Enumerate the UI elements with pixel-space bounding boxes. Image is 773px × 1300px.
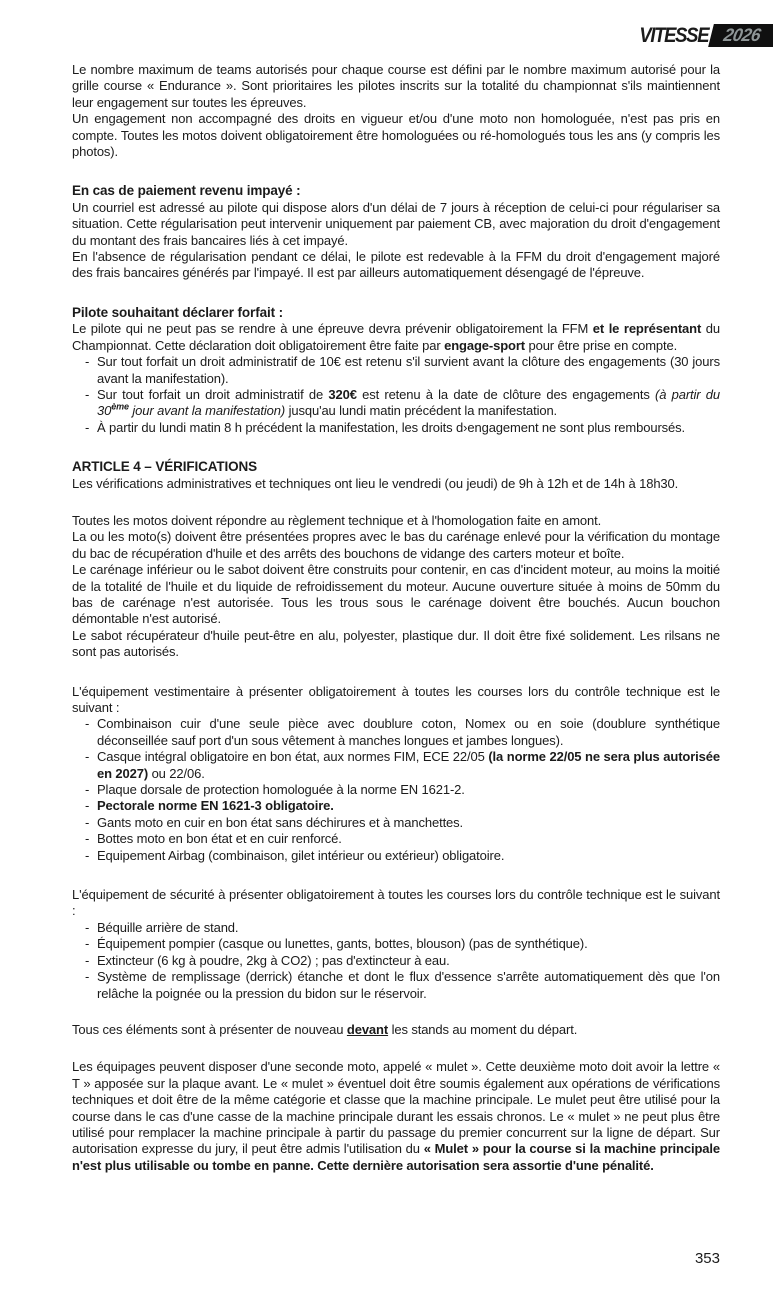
spacer <box>72 160 720 183</box>
text-run: Équipement pompier (casque ou lunettes, gants, bottes, blouson) (pas de synthétique). <box>97 936 588 952</box>
spacer <box>72 1038 720 1059</box>
paragraph <box>72 200 720 249</box>
paragraph <box>72 111 720 160</box>
text-run: Un courriel est adressé au pilote qui dispose alors d'un délai de 7 jours à réception de celui-ci pour régulariser sa situation. Cette régularisation peut intervenir uniquement par paiement CB, avec majoration du droit d'engagement du montant des frais bancaires liés à cet impayé. <box>72 199 720 248</box>
paragraph <box>72 684 720 717</box>
text-run: Pectorale norme EN 1621-3 obligatoire. <box>97 798 334 814</box>
text-run: : <box>274 304 283 320</box>
text-run: ARTICLE 4 – VÉRIFICATIONS <box>72 459 258 475</box>
paragraph <box>72 62 720 111</box>
text-run: Le sabot récupérateur d'huile peut-être en alu, polyester, plastique dur. Il doit être fixé solidement. Les rilsans ne sont pas autorisés. <box>72 627 720 660</box>
text-run: et le représentant <box>592 321 702 337</box>
text-run: Système de remplissage (derrick) étanche et dont le flux d'essence s'arrête automatiquement dès que l'on relâche la poignée ou la pression du bidon sur le réservoir. <box>97 969 720 1001</box>
text-run: À partir du lundi matin 8 h précédent la manifestation, les droits d›engagement ne sont plus remboursés. <box>97 419 686 435</box>
spacer <box>72 282 720 305</box>
text-run: L'équipement vestimentaire à présenter obligatoirement à toutes les courses lors du contrôle technique est le suivant : <box>72 683 720 715</box>
list-marker: - <box>85 782 90 798</box>
list-item <box>72 782 720 798</box>
text-run: du Championnat. Cette déclaration doit obligatoirement être faite par <box>72 321 720 353</box>
section-heading <box>72 459 720 475</box>
list-marker: - <box>85 952 90 968</box>
text-run: L'équipement de sécurité à présenter obligatoirement à toutes les courses lors du contrôle technique est le suivant : <box>72 887 720 919</box>
paragraph <box>72 562 720 628</box>
text-run: Bottes moto en bon état et en cuir renforcé. <box>97 831 342 847</box>
paragraph <box>72 887 720 920</box>
text-run: Combinaison cuir d'une seule pièce avec doublure coton, Nomex ou en soie (doublure synthétique déconseillée sauf port d'un sous vêtement à manches longues et jambes longues). <box>97 716 720 748</box>
brand-logo <box>630 24 773 47</box>
document-body <box>72 62 720 1174</box>
list-item <box>72 420 720 436</box>
list-marker: - <box>85 386 90 402</box>
spacer <box>72 864 720 887</box>
list-marker: - <box>85 749 90 765</box>
text-run: Les vérifications administratives et techniques ont lieu le vendredi (ou jeudi) de 9h à 12h et de 14h à 18h30. <box>72 475 679 491</box>
text-run: les stands au moment du départ. <box>388 1021 578 1037</box>
text-run: (la norme 22/05 ne sera plus autorisée en 2027) <box>97 749 720 781</box>
list-item <box>72 953 720 969</box>
text-run: est retenu à la date de clôture des engagements <box>356 386 656 402</box>
list-item <box>72 387 720 420</box>
text-run: ou 22/06. <box>148 765 205 781</box>
list-marker: - <box>85 798 90 814</box>
brand-vitesse-wordmark: VITESSE <box>639 23 708 47</box>
list-marker: - <box>85 831 90 847</box>
list-marker: - <box>85 354 90 370</box>
paragraph <box>72 529 720 562</box>
list-item <box>72 936 720 952</box>
spacer <box>72 1002 720 1022</box>
list-item <box>72 354 720 387</box>
spacer <box>72 492 720 513</box>
bullet-list <box>72 920 720 1002</box>
text-run: Gants moto en cuir en bon état sans déchirures et à manchettes. <box>97 814 464 830</box>
text-run: : <box>292 183 301 199</box>
paragraph <box>72 476 720 492</box>
text-run: 320€ <box>328 386 357 402</box>
paragraph <box>72 321 720 354</box>
text-run: Les équipages peuvent disposer d'une seconde moto, appelé « mulet ». Cette deuxième moto doit avoir la lettre « T » apposée sur la plaque avant. Le « mulet » éventuel doit être soumis également aux opérations de vérifications techniques et doit être de la même catégorie et classe que la machine principale. Le mulet peut être utilisé pour la course dans le cas d'une casse de la machine principale durant les essais chronos. Le « mulet » ne peut plus être utilisé pour remplacer la machine principale à partir du passage du premier concurrent sur la ligne de départ. Sur autorisation expresse du jury, il peut être admis l'utilisation du <box>72 1059 720 1157</box>
text-run: Pilote souhaitant déclarer forfait <box>72 304 275 320</box>
list-item <box>72 798 720 814</box>
paragraph <box>72 513 720 529</box>
text-run: Un engagement non accompagné des droits en vigueur et/ou d'une moto non homologuée, n'est pas pris en compte. Toutes les motos doivent obligatoirement être homologuées ou ré-homologués tous les ans (y compris les photos). <box>72 111 720 160</box>
bullet-list <box>72 354 720 436</box>
list-item <box>72 831 720 847</box>
text-run: En cas de paiement revenu impayé <box>72 183 293 199</box>
list-item <box>72 815 720 831</box>
paragraph <box>72 1022 720 1038</box>
text-run: Le pilote qui ne peut pas se rendre à une épreuve devra prévenir obligatoirement la FFM <box>72 321 593 337</box>
text-run: engage-sport <box>444 337 525 353</box>
list-marker: - <box>85 814 90 830</box>
text-run: En l'absence de régularisation pendant ce délai, le pilote est redevable à la FFM du droit d'engagement majoré des frais bancaires générés par l'impayé. Il est par ailleurs automatiquement désengagé de l'épreuve. <box>72 249 720 281</box>
list-marker: - <box>85 716 90 732</box>
text-run: Extincteur (6 kg à poudre, 2kg à CO2) ; pas d'extincteur à eau. <box>97 952 450 968</box>
text-run: Le nombre maximum de teams autorisés pour chaque course est défini par le nombre maximum autorisé pour la grille course « Endurance ». Sont prioritaires les pilotes inscrits sur la totalité du championnat s'ils maintiennent leur engagement sur toutes les épreuves. <box>72 62 720 110</box>
list-marker: - <box>85 847 90 863</box>
brand-year: 2026 <box>722 25 763 45</box>
paragraph <box>72 628 720 661</box>
text-run: Casque intégral obligatoire en bon état, aux normes FIM, ECE 22/05 <box>97 749 489 765</box>
section-heading <box>72 183 720 199</box>
text-run: « Mulet » pour la course si la machine principale n'est plus utilisable ou tombe en panne. Cette dernière autorisation sera assortie d'une pénalité. <box>72 1141 720 1173</box>
list-marker: - <box>85 919 90 935</box>
text-run: Equipement Airbag (combinaison, gilet intérieur ou extérieur) obligatoire. <box>97 847 505 863</box>
section-heading <box>72 305 720 321</box>
text-run: Sur tout forfait un droit administratif de <box>97 386 329 402</box>
text-run: Plaque dorsale de protection homologuée à la norme EN 1621-2. <box>97 782 465 798</box>
text-run: pour être prise en compte. <box>524 337 678 353</box>
spacer <box>72 661 720 684</box>
text-run: jour avant la manifestation) <box>128 403 286 419</box>
bullet-list <box>72 716 720 864</box>
list-item <box>72 716 720 749</box>
text-run: (à partir du 30 <box>97 386 721 419</box>
text-run: Sur tout forfait un droit administratif de 10€ est retenu s'il survient avant la clôture des engagements (30 jours avant la manifestation). <box>97 354 720 386</box>
list-marker: - <box>85 936 90 952</box>
text-run: La ou les moto(s) doivent être présentées propres avec le bas du carénage enlevé pour la vérification du montage du bac de récupération d'huile et des arrêts des bouchons de vidange des carters moteur et boîte. <box>72 529 720 561</box>
spacer <box>72 436 720 459</box>
paragraph <box>72 1059 720 1174</box>
list-item <box>72 969 720 1002</box>
paragraph <box>72 249 720 282</box>
text-run: devant <box>346 1021 389 1037</box>
list-item <box>72 749 720 782</box>
list-item <box>72 848 720 864</box>
list-item <box>72 920 720 936</box>
text-run: Tous ces éléments sont à présenter de nouveau <box>72 1021 347 1037</box>
text-run: ème <box>111 401 129 412</box>
text-run: jusqu'au lundi matin précédent la manifestation. <box>285 403 558 419</box>
list-marker: - <box>85 969 90 985</box>
page-number: 353 <box>694 1250 720 1267</box>
list-marker: - <box>85 419 90 435</box>
text-run: Le carénage inférieur ou le sabot doivent être construits pour contenir, en cas d'incident moteur, au moins la moitié de la totalité de l'huile et du liquide de refroidissement du moteur. Aucune ouverture située à moins de 50mm du bas de carénage n'est autorisée. Tous les trous sous le carénage doivent être bouchés. Aucun bouchon démontable n'est autorisé. <box>72 562 720 627</box>
text-run: Béquille arrière de stand. <box>97 919 239 935</box>
text-run: Toutes les motos doivent répondre au règlement technique et à l'homologation faite en amont. <box>72 512 602 528</box>
brand-year-box <box>708 24 773 47</box>
